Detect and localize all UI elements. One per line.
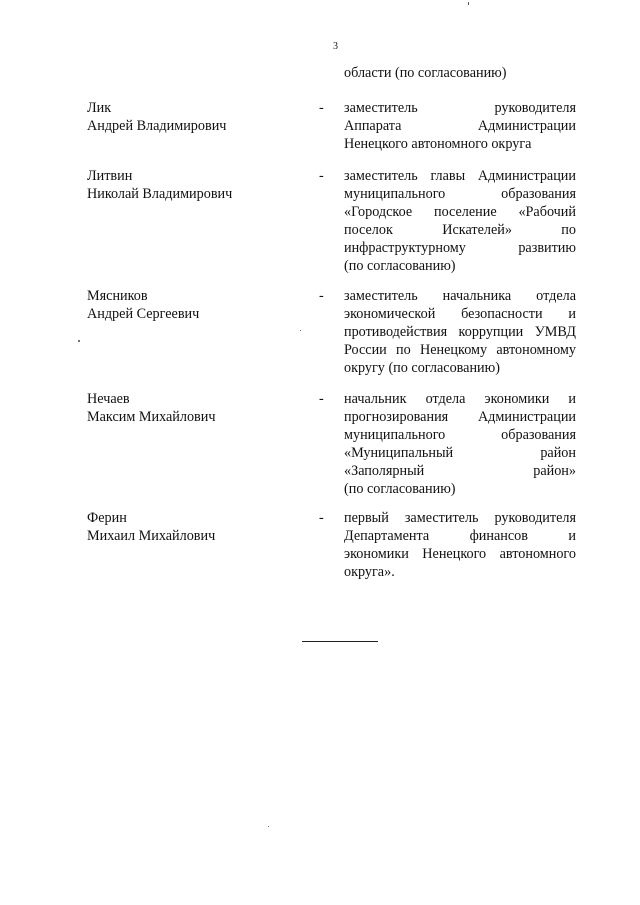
position-line: Аппарата Администрации [344,118,576,134]
scan-speck [78,340,80,342]
end-rule [302,641,378,642]
position-line: противодействия коррупции УМВД [344,324,576,340]
member-position [344,509,576,581]
member-given-names: Андрей Сергеевич [87,306,200,322]
position-line: экономики Ненецкого автономного [344,546,576,562]
separator-dash: - [319,100,324,116]
position-line: «Заполярный район» [344,463,576,479]
member-given-names: Андрей Владимирович [87,118,227,134]
continuation-line: области (по согласованию) [344,65,507,81]
position-line: первый заместитель руководителя [344,510,576,526]
member-name [87,509,215,545]
member-name [87,99,226,135]
scan-speck [300,330,301,331]
position-line: округа». [344,564,395,580]
position-line: «Городское поселение «Рабочий [344,204,576,220]
scan-speck [468,2,469,5]
separator-dash: - [319,288,324,304]
position-line: экономической безопасности и [344,306,576,322]
member-surname: Лик [87,100,112,116]
position-line: Ненецкого автономного округа [344,136,532,152]
position-line: прогнозирования Администрации [344,409,576,425]
member-surname: Нечаев [87,391,130,407]
position-line: муниципального образования [344,186,576,202]
separator-dash: - [319,168,324,184]
position-line: (по согласованию) [344,481,456,497]
separator-dash: - [319,391,324,407]
position-line: начальник отдела экономики и [344,391,576,407]
member-given-names: Михаил Михайлович [87,528,216,544]
member-position [344,167,576,275]
member-name [87,287,199,323]
position-line: округу (по согласованию) [344,360,500,376]
member-name [87,390,215,426]
position-line: заместитель начальника отдела [344,288,576,304]
position-line: заместитель главы Администрации [344,168,576,184]
member-position [344,287,576,377]
page-number: 3 [333,41,338,52]
position-line: инфраструктурному развитию [344,240,576,256]
member-name [87,167,232,203]
position-line: «Муниципальный район [344,445,576,461]
member-position [344,99,576,153]
member-position [344,390,576,498]
position-line: муниципального образования [344,427,576,443]
position-line: Департамента финансов и [344,528,576,544]
separator-dash: - [319,510,324,526]
member-surname: Ферин [87,510,127,526]
scan-speck [268,826,269,827]
position-line: России по Ненецкому автономному [344,342,576,358]
position-line: (по согласованию) [344,258,456,274]
position-line: поселок Искателей» по [344,222,576,238]
member-surname: Мясников [87,288,148,304]
member-given-names: Николай Владимирович [87,186,233,202]
member-surname: Литвин [87,168,133,184]
position-line: заместитель руководителя [344,100,576,116]
member-given-names: Максим Михайлович [87,409,216,425]
